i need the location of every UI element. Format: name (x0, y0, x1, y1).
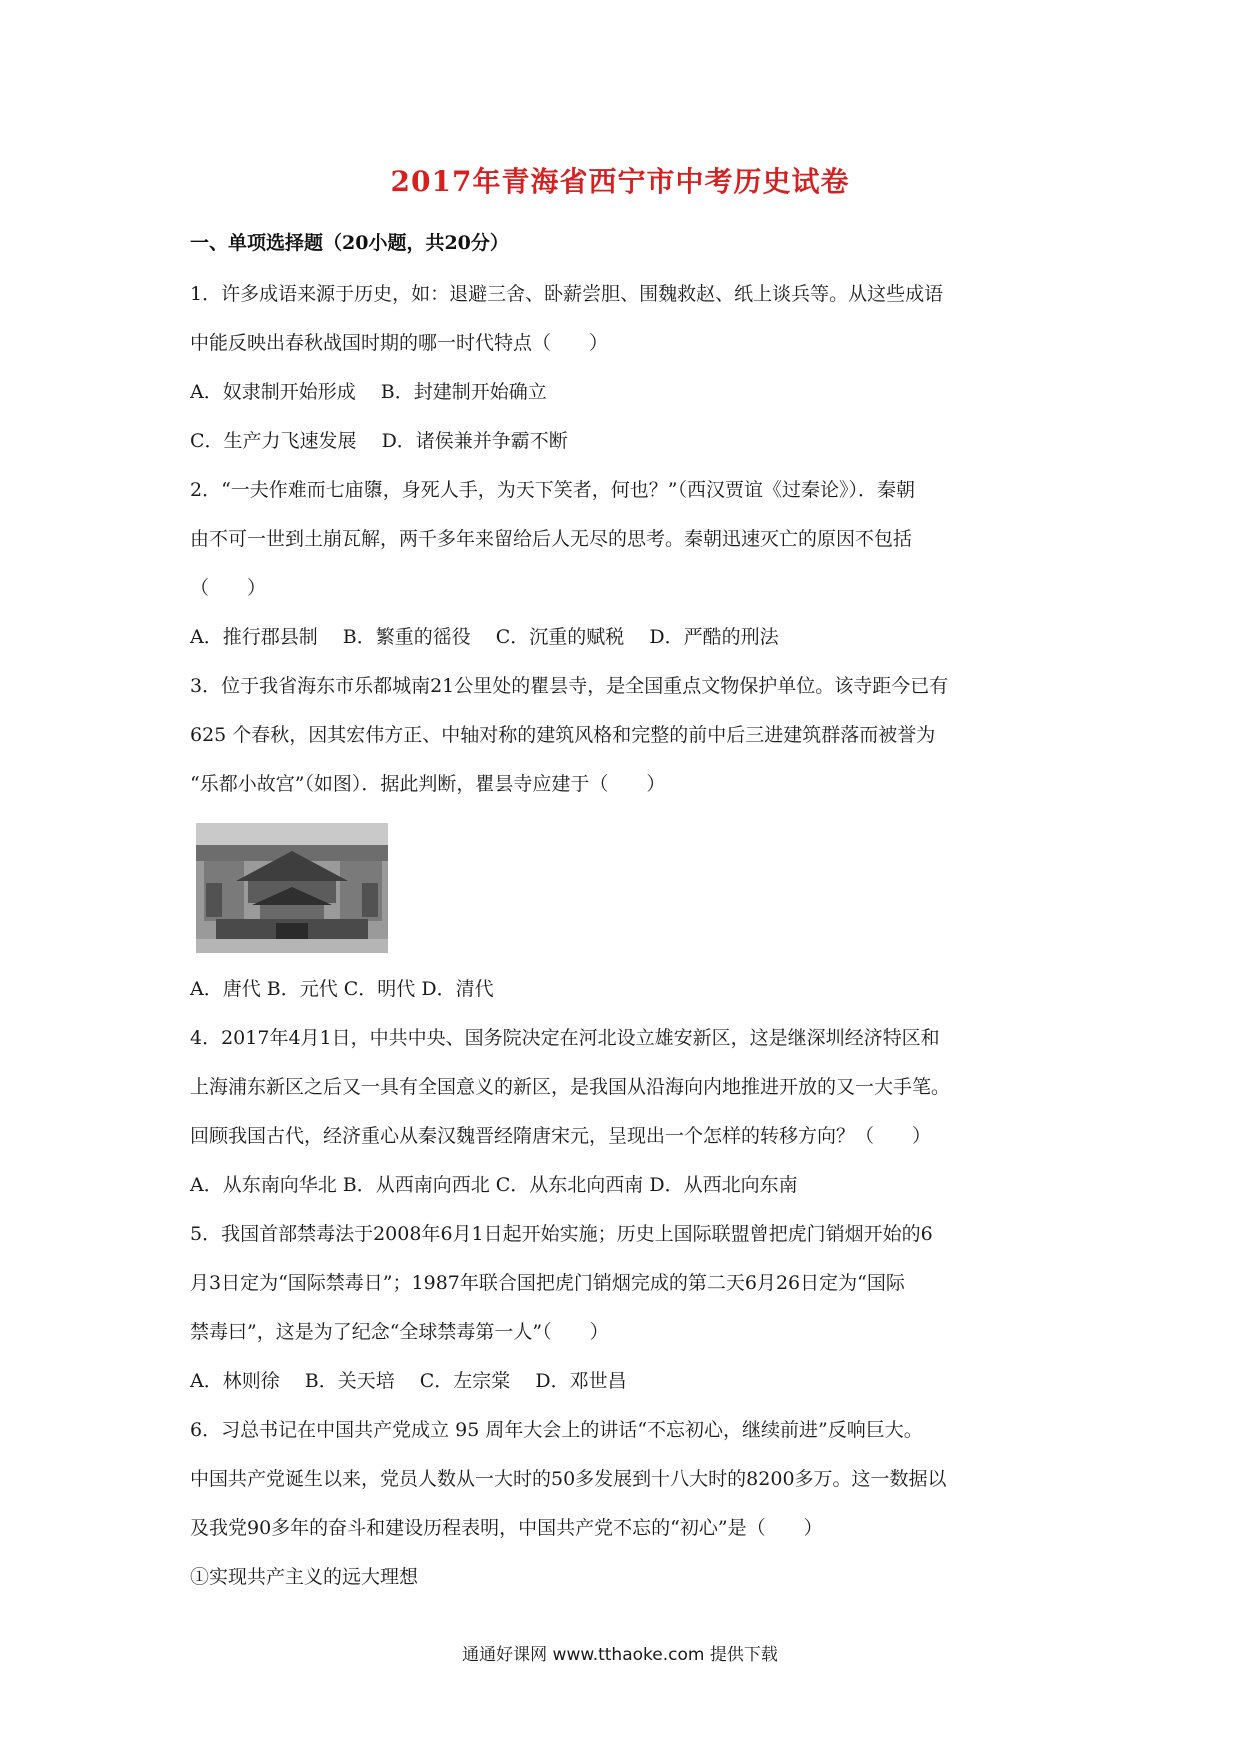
question-5 (190, 1210, 1060, 1406)
page-footer: 通通好课网 www.tthaoke.com 提供下载 (462, 1645, 778, 1665)
answer-options: A．从东南向华北 B．从西南向西北 C．从东北向西南 D．从西北向东南 (190, 1174, 798, 1196)
question-text-line: 上海浦东新区之后又一具有全国意义的新区，是我国从沿海向内地推进开放的又一大手笔。 (190, 1076, 951, 1098)
question-3 (190, 662, 1060, 1014)
question-text-line: 中能反映出春秋战国时期的哪一时代特点（ ） (190, 332, 609, 354)
question-text-line: “乐都小故宫”（如图）．据此判断，瞿昙寺应建于（ ） (190, 773, 666, 795)
answer-options: A．推行郡县制 B．繁重的徭役 C．沉重的赋税 D．严酷的刑法 (190, 626, 779, 648)
question-text-line: 4．2017年4月1日，中共中央、国务院决定在河北设立雄安新区，这是继深圳经济特区和 (190, 1027, 940, 1049)
answer-options: C．生产力飞速发展 D．诸侯兼并争霸不断 (190, 430, 568, 452)
question-text-line: 6．习总书记在中国共产党成立 95 周年大会上的讲话“不忘初心，继续前进”反响巨大。 (190, 1419, 923, 1441)
question-text-line: 2．“一夫作难而七庙隳，身死人手，为天下笑者，何也？”（西汉贾谊《过秦论》）．秦朝 (190, 479, 916, 501)
statement-item: ①实现共产主义的远大理想 (190, 1566, 419, 1588)
question-4 (190, 1014, 1060, 1210)
question-text-line: 中国共产党诞生以来，党员人数从一大时的50多发展到十八大时的8200多万。这一数据以 (190, 1468, 947, 1490)
answer-options: A．唐代 B．元代 C．明代 D．清代 (190, 978, 494, 1000)
question-text-line: 3．位于我省海东市乐都城南21公里处的瞿昙寺，是全国重点文物保护单位。该寺距今已有 (190, 675, 949, 697)
questions-body (190, 270, 1060, 1602)
question-text-line: 禁毒曰”，这是为了纪念“全球禁毒第一人”（ ） (190, 1321, 609, 1343)
question-text-line: 及我党90多年的奋斗和建设历程表明，中国共产党不忘的“初心”是（ ） (190, 1517, 823, 1539)
document-title: 2017年青海省西宁市中考历史试卷 (390, 165, 850, 198)
question-text-line: 625 个春秋，因其宏伟方正、中轴对称的建筑风格和完整的前中后三进建筑群落而被誉为 (190, 724, 936, 746)
question-2 (190, 466, 1060, 662)
section-heading: 一、单项选择题（20小题，共20分） (190, 232, 509, 254)
temple-photo (196, 823, 388, 953)
question-text-line: 由不可一世到土崩瓦解，两千多年来留给后人无尽的思考。秦朝迅速灭亡的原因不包括 (190, 528, 913, 550)
question-text-line: （ ） (190, 577, 267, 599)
question-text-line: 月3日定为“国际禁毒日”；1987年联合国把虎门销烟完成的第二天6月26日定为“国际 (190, 1272, 905, 1294)
question-text-line: 5．我国首部禁毒法于2008年6月1日起开始实施；历史上国际联盟曾把虎门销烟开始的6 (190, 1223, 933, 1245)
question-text-line: 1．许多成语来源于历史，如：退避三舍、卧薪尝胆、围魏救赵、纸上谈兵等。从这些成语 (190, 283, 944, 305)
question-6 (190, 1406, 1060, 1602)
answer-options: A．奴隶制开始形成 B．封建制开始确立 (190, 381, 547, 403)
question-text-line: 回顾我国古代，经济重心从秦汉魏晋经隋唐宋元，呈现出一个怎样的转移方向？（ ） (190, 1125, 932, 1147)
question-1 (190, 270, 1060, 466)
answer-options: A．林则徐 B．关天培 C．左宗棠 D．邓世昌 (190, 1370, 627, 1392)
